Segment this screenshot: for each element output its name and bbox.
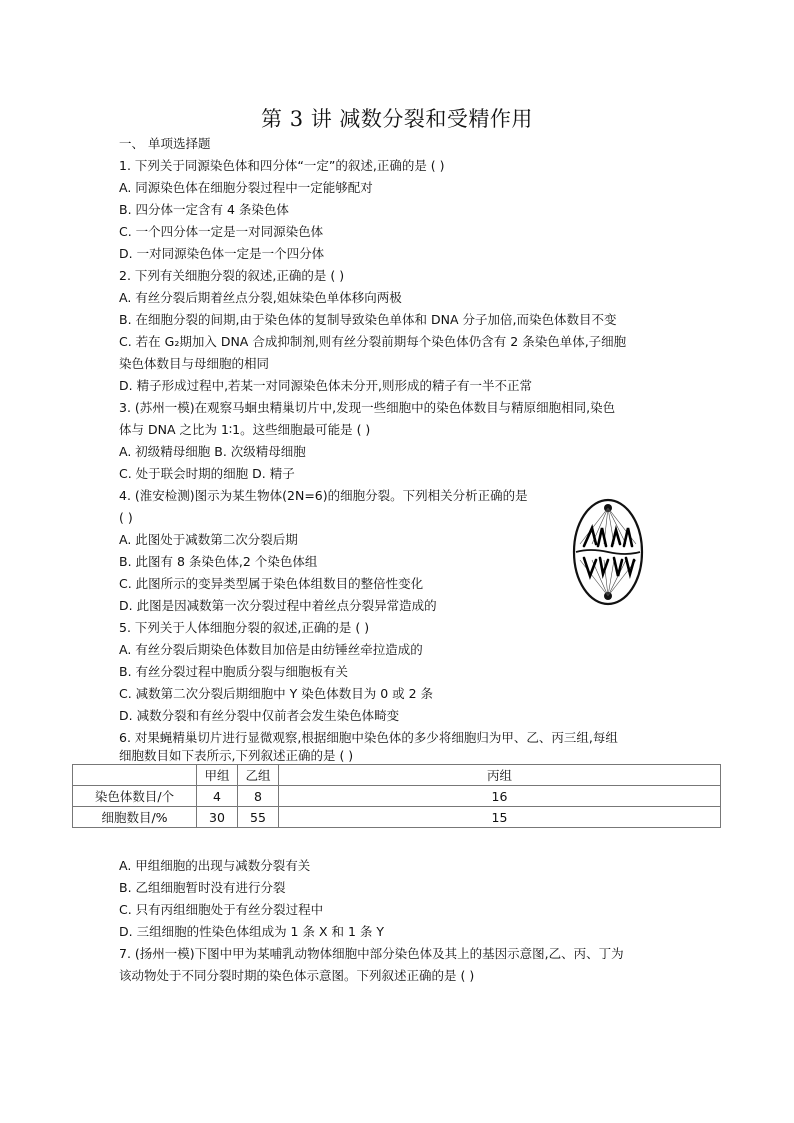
question-2-option-a: A. 有丝分裂后期着丝点分裂,姐妹染色单体移向两极: [119, 290, 402, 305]
question-2-option-c-cont: 染色体数目与母细胞的相同: [119, 356, 270, 371]
question-5-option-b: B. 有丝分裂过程中胞质分裂与细胞板有关: [119, 664, 349, 679]
question-6-stem: 6. 对果蝇精巢切片进行显微观察,根据细胞中染色体的多少将细胞归为甲、乙、丙三组,每组: [119, 730, 618, 745]
question-6-stem-cont: 细胞数目如下表所示,下列叙述正确的是 ( ): [119, 748, 354, 763]
question-1-stem: 1. 下列关于同源染色体和四分体“一定”的叙述,正确的是 ( ): [119, 158, 445, 173]
table-cell: 30: [197, 807, 238, 828]
question-6-table: [72, 764, 721, 828]
question-4-answer-blank: ( ): [119, 510, 133, 525]
question-6-option-d: D. 三组细胞的性染色体组成为 1 条 X 和 1 条 Y: [119, 924, 384, 939]
table-cell: 55: [238, 807, 279, 828]
table-row: [73, 807, 721, 828]
table-cell: 8: [238, 786, 279, 807]
page-title: 第 3 讲 减数分裂和受精作用: [261, 107, 533, 131]
question-1-option-d: D. 一对同源染色体一定是一个四分体: [119, 246, 325, 261]
question-5-stem: 5. 下列关于人体细胞分裂的叙述,正确的是 ( ): [119, 620, 370, 635]
table-cell: 16: [279, 786, 721, 807]
table-cell: 4: [197, 786, 238, 807]
table-header-cell: 甲组: [197, 765, 238, 786]
table-cell: 染色体数目/个: [73, 786, 197, 807]
question-6-option-c: C. 只有丙组细胞处于有丝分裂过程中: [119, 902, 324, 917]
question-2-option-b: B. 在细胞分裂的间期,由于染色体的复制导致染色单体和 DNA 分子加倍,而染色体数目不变: [119, 312, 617, 327]
table-header-row: [73, 765, 721, 786]
question-3-stem-cont: 体与 DNA 之比为 1∶1。这些细胞最可能是 ( ): [119, 422, 371, 437]
table-cell: 细胞数目/%: [73, 807, 197, 828]
table-header-cell: 乙组: [238, 765, 279, 786]
table-cell: 15: [279, 807, 721, 828]
question-3-options-cd: C. 处于联会时期的细胞 D. 精子: [119, 466, 295, 481]
table-header-cell: [73, 765, 197, 786]
question-2-option-d: D. 精子形成过程中,若某一对同源染色体未分开,则形成的精子有一半不正常: [119, 378, 533, 393]
question-6-option-b: B. 乙组细胞暂时没有进行分裂: [119, 880, 286, 895]
question-4-option-a: A. 此图处于减数第二次分裂后期: [119, 532, 298, 547]
question-5-option-c: C. 减数第二次分裂后期细胞中 Y 染色体数目为 0 或 2 条: [119, 686, 434, 701]
question-7-stem-cont: 该动物处于不同分裂时期的染色体示意图。下列叙述正确的是 ( ): [119, 968, 475, 983]
question-6-option-a: A. 甲组细胞的出现与减数分裂有关: [119, 858, 311, 873]
question-2-stem: 2. 下列有关细胞分裂的叙述,正确的是 ( ): [119, 268, 345, 283]
question-3-stem: 3. (苏州一模)在观察马蛔虫精巢切片中,发现一些细胞中的染色体数目与精原细胞相同,染色: [119, 400, 616, 415]
question-4-option-c: C. 此图所示的变异类型属于染色体组数目的整倍性变化: [119, 576, 424, 591]
table-row: [73, 786, 721, 807]
question-1-option-c: C. 一个四分体一定是一对同源染色体: [119, 224, 324, 239]
question-5-option-d: D. 减数分裂和有丝分裂中仅前者会发生染色体畸变: [119, 708, 400, 723]
cell-division-figure: [570, 498, 646, 606]
question-1-option-a: A. 同源染色体在细胞分裂过程中一定能够配对: [119, 180, 373, 195]
question-3-options-ab: A. 初级精母细胞 B. 次级精母细胞: [119, 444, 306, 459]
question-4-option-d: D. 此图是因减数第一次分裂过程中着丝点分裂异常造成的: [119, 598, 437, 613]
question-2-option-c: C. 若在 G₂期加入 DNA 合成抑制剂,则有丝分裂前期每个染色体仍含有 2 条染色单体,子细胞: [119, 334, 627, 349]
question-5-option-a: A. 有丝分裂后期染色体数目加倍是由纺锤丝牵拉造成的: [119, 642, 423, 657]
question-4-stem: 4. (淮安检测)图示为某生物体(2N=6)的细胞分裂。下列相关分析正确的是: [119, 488, 528, 503]
question-7-stem: 7. (扬州一模)下图中甲为某哺乳动物体细胞中部分染色体及其上的基因示意图,乙、丙、丁为: [119, 946, 624, 961]
question-1-option-b: B. 四分体一定含有 4 条染色体: [119, 202, 289, 217]
table-header-cell: 丙组: [279, 765, 721, 786]
section-heading: 一、 单项选择题: [119, 136, 211, 151]
question-4-option-b: B. 此图有 8 条染色体,2 个染色体组: [119, 554, 318, 569]
